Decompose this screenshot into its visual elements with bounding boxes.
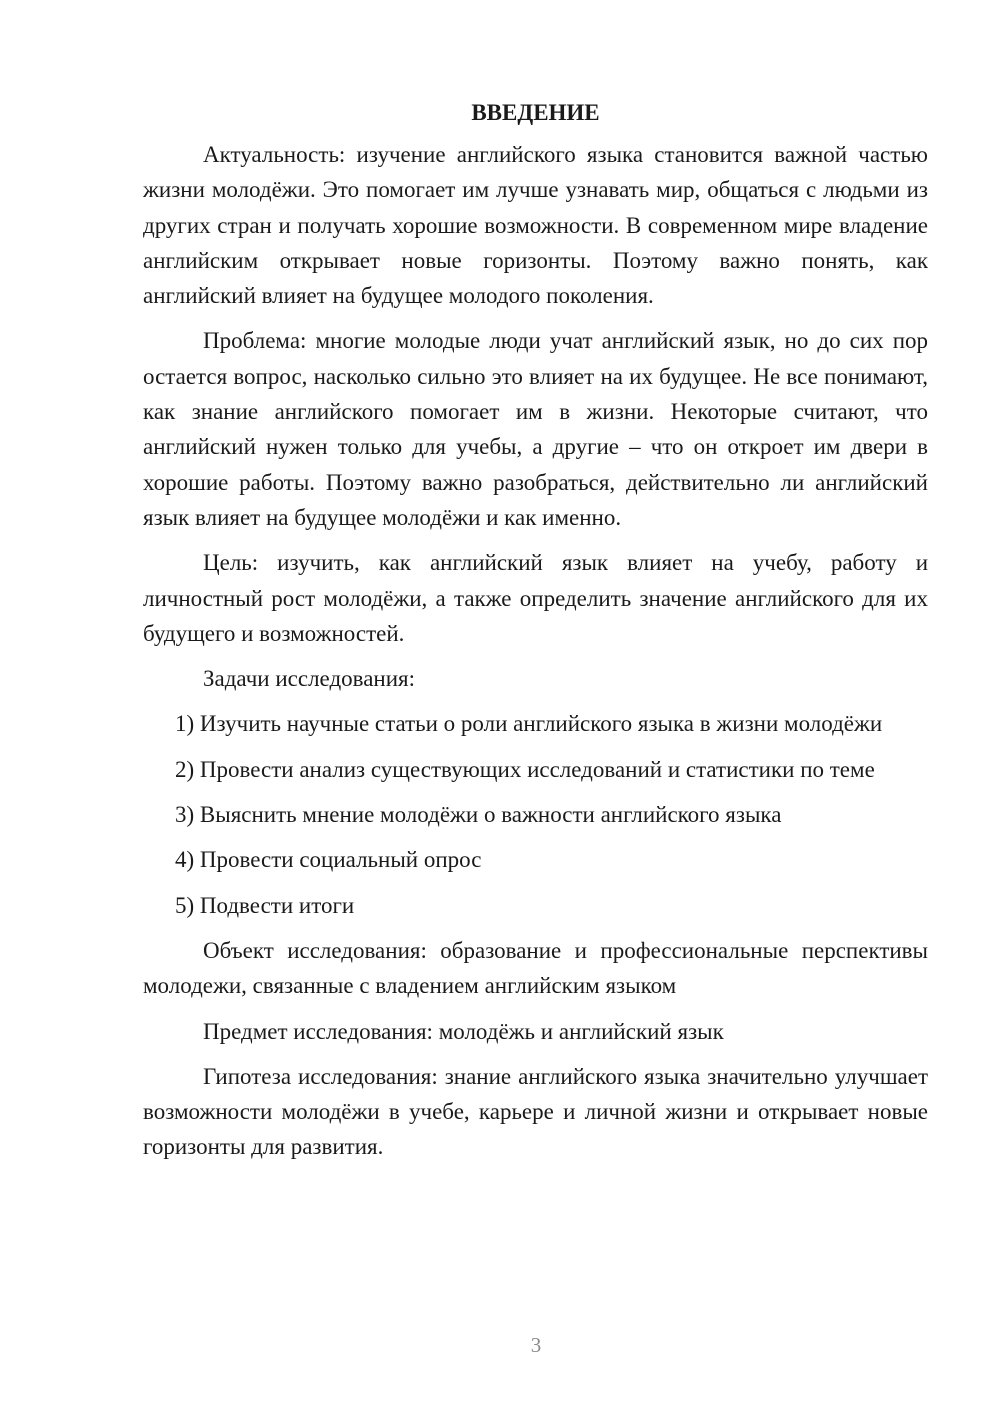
- page-title: ВВЕДЕНИЕ: [471, 100, 600, 125]
- task-item: 5) Подвести итоги: [175, 892, 355, 918]
- goal-paragraph: Цель: изучить, как английский язык влияет на учебу, работу и личностный рост молодёжи, а также определить значение английского для их будущего и возможностей.: [143, 550, 928, 646]
- task-item: 2) Провести анализ существующих исследований и статистики по теме: [175, 756, 875, 782]
- problem-paragraph: Проблема: многие молодые люди учат английский язык, но до сих пор остается вопрос, насколько сильно это влияет на их будущее. Не все понимают, как знание английского помогает им в жизни. Некоторые считают, что английский нужен только для учебы, а другие – что он откроет им двери в хорошие работы. Поэтому важно разобраться, действительно ли английский язык влияет на будущее молодёжи и как именно.: [143, 328, 928, 530]
- page-number: 3: [530, 1333, 542, 1357]
- task-item: 3) Выяснить мнение молодёжи о важности английского языка: [175, 802, 782, 828]
- subject-paragraph: Предмет исследования: молодёжь и английский язык: [203, 1018, 724, 1044]
- relevance-paragraph: Актуальность: изучение английского языка становится важной частью жизни молодёжи. Это помогает им лучше узнавать мир, общаться с людьми из других стран и получать хорошие возможности. В современном мире владение английским открывает новые горизонты. Поэтому важно понять, как английский влияет на будущее молодого поколения.: [143, 142, 928, 309]
- object-paragraph: Объект исследования: образование и профессиональные перспективы молодежи, связанные с владением английским языком: [143, 937, 928, 999]
- tasks-heading: Задачи исследования:: [203, 666, 416, 692]
- hypothesis-paragraph: Гипотеза исследования: знание английского языка значительно улучшает возможности молодёжи в учебе, карьере и личной жизни и открывает новые горизонты для развития.: [143, 1063, 928, 1160]
- task-item: 1) Изучить научные статьи о роли английского языка в жизни молодёжи: [175, 711, 883, 737]
- tasks-list: [143, 706, 928, 922]
- task-item: 4) Провести социальный опрос: [175, 847, 482, 873]
- document-page: [143, 95, 928, 1165]
